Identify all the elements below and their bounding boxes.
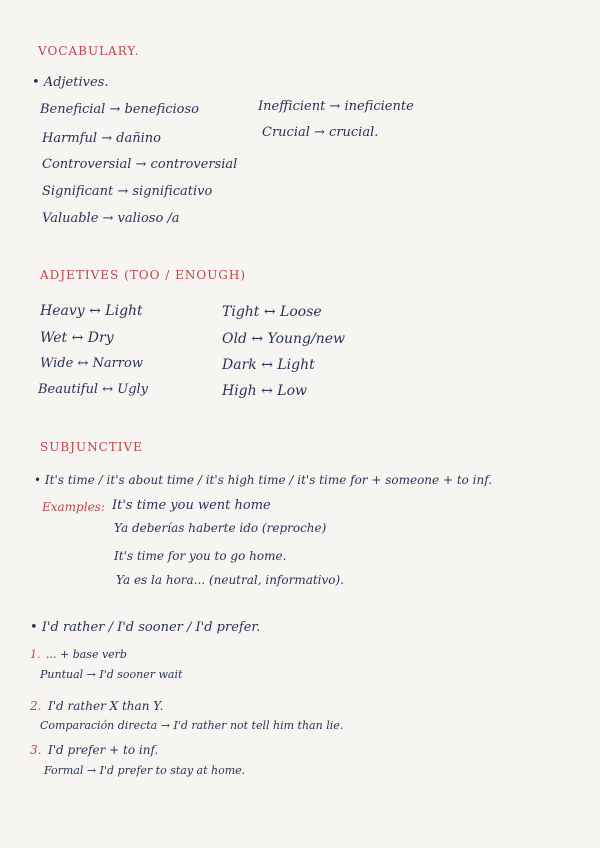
vocab-item: Valuable → valioso /a	[42, 211, 180, 226]
point-number: 1.	[30, 648, 41, 661]
adjective-pair: Old ↔ Young/new	[222, 331, 345, 347]
subjunctive-heading: SUBJUNCTIVE	[40, 440, 143, 454]
examples-label: Examples:	[42, 500, 105, 514]
rather-title: • I'd rather / I'd sooner / I'd prefer.	[30, 620, 261, 635]
vocabulary-heading: VOCABULARY.	[38, 44, 140, 58]
example-translation: Ya deberías haberte ido (reproche)	[114, 521, 327, 535]
adjective-pair: Heavy ↔ Light	[40, 303, 143, 319]
example-sentence: It's time you went home	[112, 498, 271, 513]
example-sentence: It's time for you to go home.	[114, 549, 287, 563]
adjective-pair: Tight ↔ Loose	[222, 304, 322, 320]
point-rule: I'd prefer + to inf.	[48, 743, 159, 757]
point-example: Comparación directa → I'd rather not tell him than lie.	[40, 719, 344, 732]
example-translation: Ya es la hora... (neutral, informativo).	[116, 573, 345, 587]
subjunctive-rule: • It's time / it's about time / it's high time / it's time for + someone + to inf.	[34, 473, 493, 487]
vocab-item: Controversial → controversial	[42, 157, 238, 172]
point-example: Formal → I'd prefer to stay at home.	[44, 764, 246, 777]
point-rule: I'd rather X than Y.	[48, 699, 164, 713]
adjective-pair: Beautiful ↔ Ugly	[38, 382, 149, 397]
vocab-item: Beneficial → beneficioso	[40, 102, 200, 117]
adjective-pair: Wet ↔ Dry	[40, 330, 114, 346]
point-example: Puntual → I'd sooner wait	[40, 668, 183, 681]
adjective-pair: High ↔ Low	[222, 383, 308, 399]
vocab-item: Inefficient → ineficiente	[258, 99, 414, 114]
adjective-pair: Wide ↔ Narrow	[40, 356, 143, 371]
point-rule: ... + base verb	[46, 648, 127, 661]
vocab-item: Significant → significativo	[42, 184, 213, 199]
point-number: 2.	[30, 699, 42, 713]
vocab-item: Harmful → dañino	[42, 131, 161, 146]
adjectives-heading: ADJETIVES (TOO / ENOUGH)	[40, 268, 247, 282]
adjectives-subheading: • Adjetives.	[32, 75, 109, 90]
point-number: 3.	[30, 743, 42, 757]
adjective-pair: Dark ↔ Light	[222, 357, 315, 373]
vocab-item: Crucial → crucial.	[262, 125, 379, 140]
